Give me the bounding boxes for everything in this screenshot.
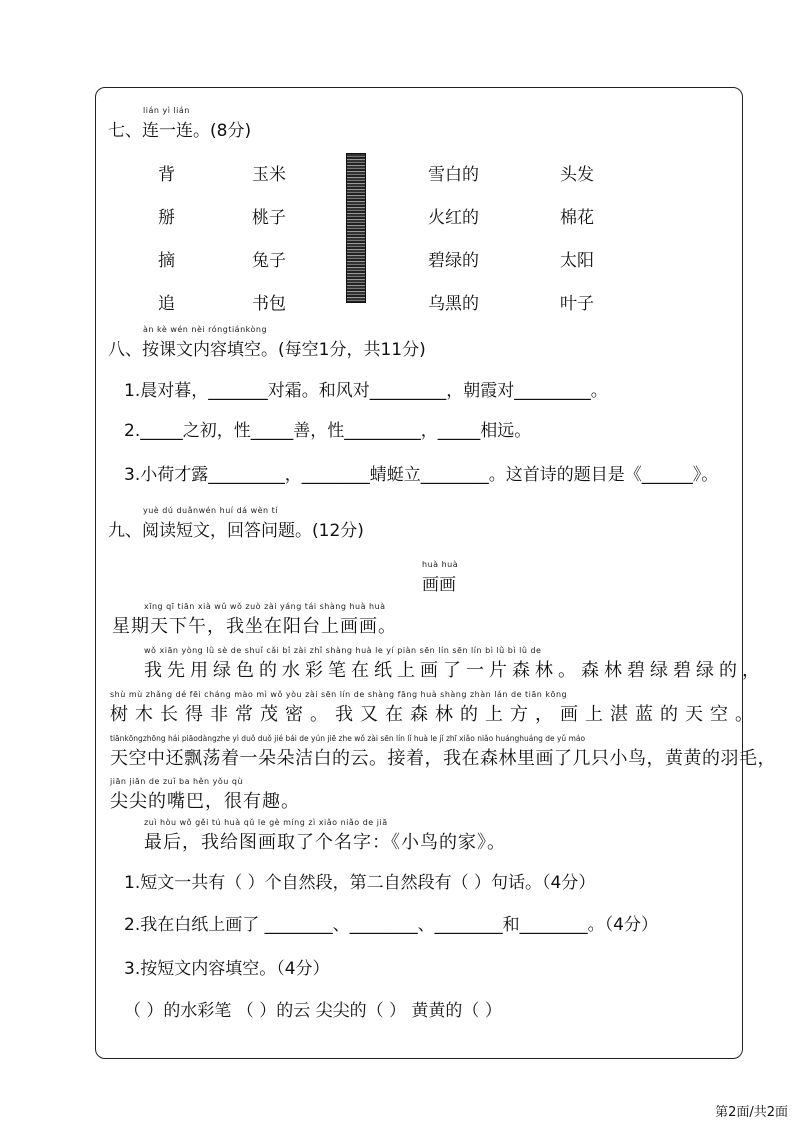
s7-col2-2[interactable]: 桃子 [252,208,286,228]
reading-question-1[interactable]: 1.短文一共有（ ）个自然段，第二自然段有（ ）句话。（4分） [124,873,596,893]
s8-q1[interactable]: 1.晨对暮，_______对霜。和风对_________，朝霞对_________。 [124,381,608,401]
s7-title: 七、连一连。(8分) [108,121,252,141]
s7-col4-4[interactable]: 叶子 [560,294,594,314]
s7-col3-3[interactable]: 碧绿的 [428,251,479,271]
p3-pinyin: zuì hòu wǒ gěi tú huà qǔ le gè míng zì xiǎo niǎo de jiā [144,818,388,827]
story-paragraph-2d: 尖尖的嘴巴，很有趣。 [110,791,300,812]
s8-pinyin: àn kè wén nèi róngtiánkòng [143,325,268,334]
story-paragraph-2a: 我先用绿色的水彩笔在纸上画了一片森林。森林碧绿碧绿的， [144,660,765,681]
s8-q3[interactable]: 3.小荷才露_________，________蜻蜓立________。这首诗的题目是《______》。 [124,465,719,485]
p2a-pinyin: wǒ xiān yòng lǜ sè de shuǐ cǎi bǐ zài zhǐ shàng huà le yí piàn sēn lín sēn lín bì lǜ bì lǜ de [144,646,542,655]
s7-col4-1[interactable]: 头发 [560,165,594,185]
s8-q2[interactable]: 2._____之初，性_____善，性_________，_____相远。 [124,421,532,441]
story-paragraph-3: 最后，我给图画取了个名字：《小鸟的家》。 [144,832,506,853]
story-paragraph-2c: 天空中还飘荡着一朵朵洁白的云。接着，我在森林里画了几只小鸟，黄黄的羽毛， [110,748,776,769]
reading-question-3-blanks[interactable]: （ ）的水彩笔 （ ）的云 尖尖的（ ） 黄黄的（ ） [124,1001,502,1021]
story-title: 画画 [422,575,456,595]
s7-col1-2[interactable]: 掰 [158,208,175,228]
p2d-pinyin: jiān jiān de zuǐ ba hěn yǒu qù [110,777,244,786]
s7-col4-3[interactable]: 太阳 [560,251,594,271]
s9-title: 九、阅读短文，回答问题。(12分) [108,521,364,541]
s7-pinyin: lián yì lián [143,106,190,115]
s7-col3-1[interactable]: 雪白的 [428,165,479,185]
s7-col2-4[interactable]: 书包 [252,294,286,314]
story-title-pinyin: huà huà [422,560,459,569]
reading-question-2[interactable]: 2.我在白纸上画了 ________、________、________和________。（4分） [124,915,658,935]
page-number: 第2面/共2面 [715,1105,788,1120]
s7-col1-1[interactable]: 背 [158,165,175,185]
s7-col1-3[interactable]: 摘 [158,251,175,271]
p2c-pinyin: tiānkōngzhōng hái piāodàngzhe yì duǒ duǒ jié bái de yún jiē zhe wǒ zài sēn lín lǐ huà le jǐ zhī xiǎo niǎo huánghuáng de yǔ máo [110,734,586,743]
s7-col3-4[interactable]: 乌黑的 [428,294,479,314]
s7-col2-1[interactable]: 玉米 [252,165,286,185]
s7-col3-2[interactable]: 火红的 [428,208,479,228]
s9-pinyin: yuè dú duǎnwén huí dá wèn tí [143,506,279,515]
p1-pinyin: xīng qī tiān xià wǔ wǒ zuò zài yáng tái shàng huà huà [144,602,386,611]
column-divider [346,153,366,303]
p2b-pinyin: shù mù zhǎng dé fēi cháng mào mì wǒ yòu zài sēn lín de shàng fāng huà shàng zhàn lán de tiān kōng [110,690,568,699]
reading-question-3: 3.按短文内容填空。（4分） [124,959,330,979]
story-paragraph-1: 星期天下午，我坐在阳台上画画。 [112,616,397,637]
s7-col1-4[interactable]: 追 [158,294,175,314]
s7-col2-3[interactable]: 兔子 [252,251,286,271]
story-paragraph-2b: 树木长得非常茂密。我又在森林的上方，画上湛蓝的天空。 [110,704,760,725]
s8-title: 八、按课文内容填空。(每空1分，共11分) [108,340,426,360]
s7-col4-2[interactable]: 棉花 [560,208,594,228]
